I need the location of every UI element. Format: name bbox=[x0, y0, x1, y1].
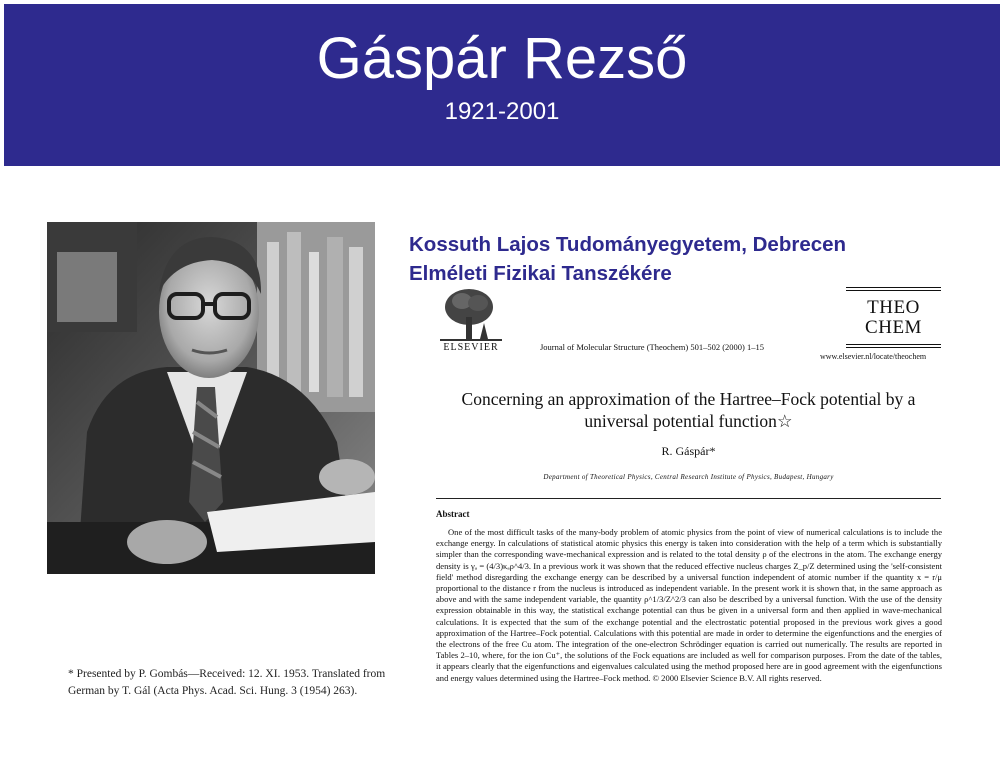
paper-excerpt bbox=[422, 287, 958, 725]
affiliation-line-1: Kossuth Lajos Tudományegyetem, Debrecen bbox=[409, 233, 847, 256]
journal-logo-line-2: CHEM bbox=[865, 317, 922, 338]
page-title: Gáspár Rezső bbox=[316, 26, 688, 91]
portrait-photo bbox=[47, 222, 375, 574]
abstract-heading: Abstract bbox=[436, 509, 470, 519]
rule bbox=[846, 347, 941, 348]
journal-reference: Journal of Molecular Structure (Theochem) 501–502 (2000) 1–15 bbox=[540, 342, 765, 352]
paper-author: R. Gáspár* bbox=[661, 444, 716, 458]
author-affiliation: Department of Theoretical Physics, Central Research Institute of Physics, Budapest, Hungary bbox=[543, 473, 834, 481]
portrait-image bbox=[47, 222, 375, 574]
affiliation bbox=[409, 230, 969, 288]
elsevier-tree-logo-icon bbox=[436, 287, 506, 343]
life-years: 1921-2001 bbox=[444, 98, 560, 125]
rule bbox=[846, 287, 941, 288]
divider bbox=[436, 498, 941, 499]
rule bbox=[846, 344, 941, 345]
rule bbox=[846, 290, 941, 291]
abstract-text: One of the most difficult tasks of the many-body problem of atomic physics from the point of view of numerical calculations is to include the exchange energy. In calculations of statistical atomic physics this energy is taken into consideration with the help of a term which is substantially simpler than the corresponding wave-mechanical expression and is related to the total density ρ of the electrons in the atom. The exchange energy density is γₐ = (4/3)κₐρ^4/3. In a previous work it was shown that the reduced effective nucleus charges Z_p/Z determined using the 'self-consistent field' method disregarding the exchange energy can be described by a universal function independent of atomic number if the quantity x = r/μ proportional to the distance r from the nucleus is introduced as independent variable. In the present work it is shown that, in the same approach as above and with the same independent variable, the quantity ρ^1/3/Z^2/3 can also be described by a universal function. With the use of the density expression obtainable in this way, the statistical exchange potential can thus be given in a universal form and then applied in wave-mechanical calculations. It is expected that the sum of the exchange potential and the electrostatic potential proposed in the previous work gives a good approximation of the Hartree–Fock potential. Calculations with this potential are made in order to determine the eigenfunctions and the energies of the electrons of the free Cu atom. The integration of the one-electron Schrödinger equation is carried out numerically. The results are reported in Tables 2–10, where, for the ion Cu⁺, the solutions of the Fock equations are included as well for comparison purposes. From the date of the tables, it appears clearly that the eigenfunctions and eigenvalues calculated using the method proposed here are in good agreement with the eigenfunctions and energy values determined using the Hartree–Fock method. © 2000 Elsevier Science B.V. All rights reserved. bbox=[436, 527, 942, 683]
paper-title: Concerning an approximation of the Hartree–Fock potential by a universal potential function☆ bbox=[461, 389, 916, 431]
publisher-name: ELSEVIER bbox=[443, 342, 499, 353]
journal-logo-line-1: THEO bbox=[867, 297, 920, 318]
portrait-caption: * Presented by P. Gombás—Received: 12. XI. 1953. Translated from German by T. Gál (Acta Phys. Acad. Sci. Hung. 3 (1954) 263). bbox=[68, 668, 386, 697]
title-banner bbox=[4, 4, 1000, 166]
affiliation-line-2: Elméleti Fizikai Tanszékére bbox=[409, 262, 672, 285]
journal-logo bbox=[846, 298, 941, 338]
journal-website: www.elsevier.nl/locate/theochem bbox=[820, 352, 927, 361]
